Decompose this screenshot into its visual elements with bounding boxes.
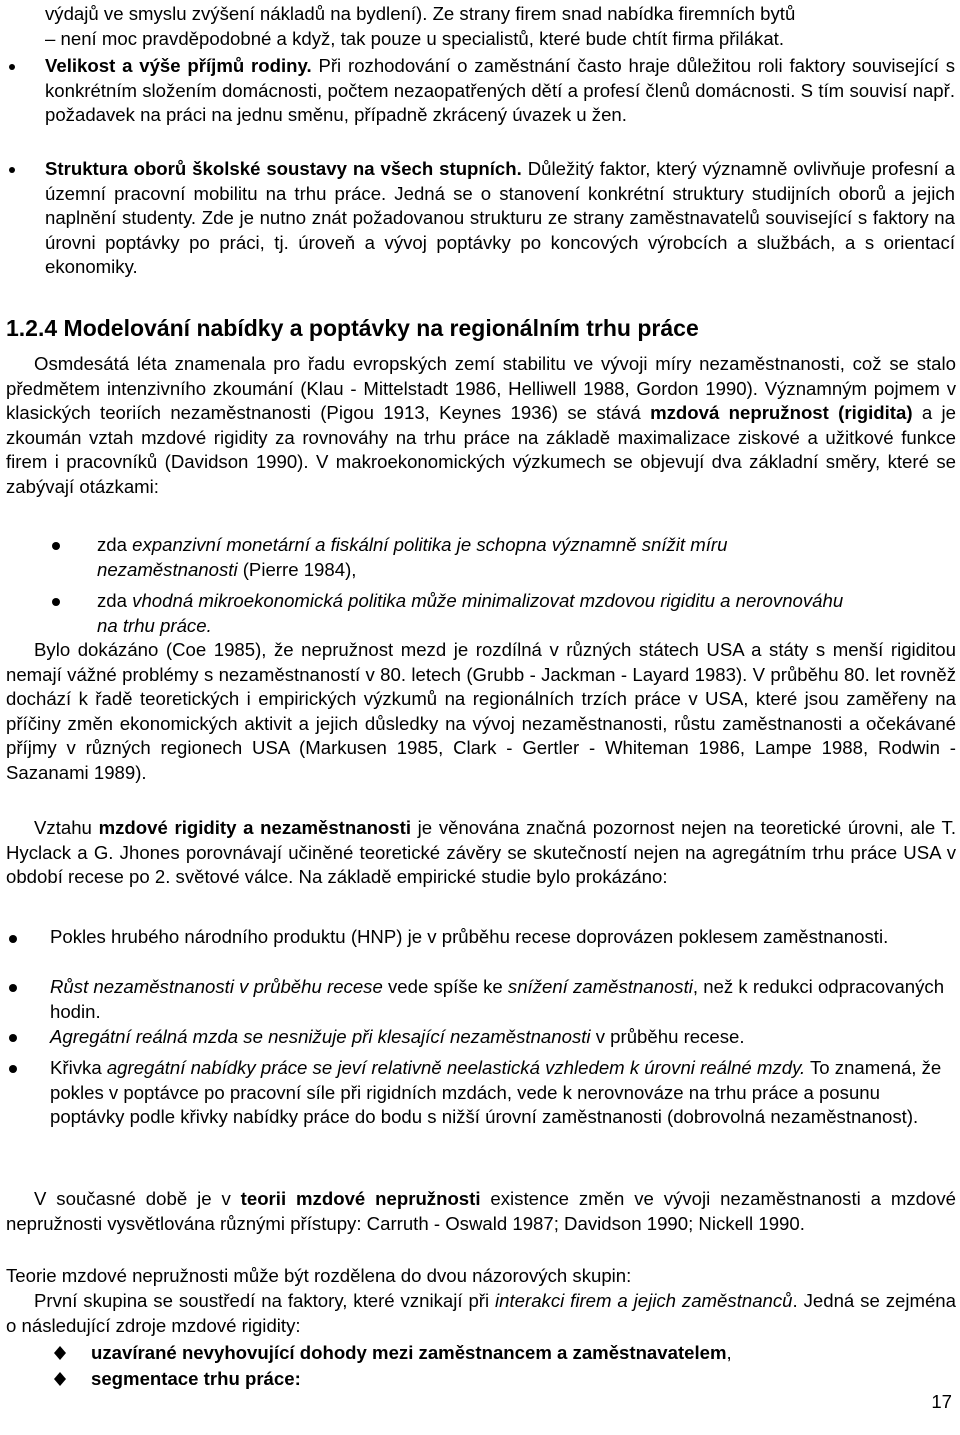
- paragraph-text: existence změn ve vývoji nezaměstnanosti a mzdové nepružnosti vysvětlována různými přístupy: Carruth - Oswald 1987; Davidson 1990; Nickell 1990.: [6, 1188, 956, 1234]
- list-item: [50, 1056, 950, 1130]
- list-item: [50, 1025, 950, 1050]
- paragraph: Teorie mzdové nepružnosti může být rozdělena do dvou názorových skupin:: [6, 1265, 632, 1286]
- bullet-dot-icon: [9, 64, 15, 70]
- list-item-italic: Růst nezaměstnanosti v průběhu recese: [50, 976, 383, 997]
- bullet-dot-icon: [52, 598, 60, 606]
- list-item-italic: Agregátní reálná mzda se nesnižuje při klesající nezaměstnanosti: [50, 1026, 591, 1047]
- list-item-bold: uzavírané nevyhovující dohody mezi zaměstnancem a zaměstnavatelem: [91, 1342, 727, 1363]
- paragraph-text: je věnována značná pozornost nejen na teoretické úrovni, ale T. Hyclack a G. Jhones porovnávají učiněné teoretické závěry se skutečností nejen na agregátním trhu práce USA v období recese po 2. světové válce. Na základě empirické studie bylo prokázáno:: [6, 817, 956, 887]
- list-item: [45, 54, 955, 128]
- diamond-bullet-icon: [52, 1345, 68, 1361]
- list-item-italic: snížení zaměstnanosti: [507, 976, 693, 997]
- bullet-dot-icon: [9, 1065, 17, 1073]
- list-item-bold: segmentace trhu práce:: [91, 1368, 301, 1389]
- bullet-dot-icon: [9, 935, 17, 943]
- section-heading: 1.2.4 Modelování nabídky a poptávky na regionálním trhu práce: [6, 315, 699, 341]
- paragraph-text: První skupina se soustředí na faktory, které vznikají při: [34, 1290, 496, 1311]
- bullet-dot-icon: [9, 1034, 17, 1042]
- paragraph-line: – není moc pravděpodobné a když, tak pouze u specialistů, které bude chtít firma přilákat.: [45, 27, 785, 49]
- paragraph: [6, 816, 956, 890]
- list-item-italic: expanzivní monetární a fiskální politika je schopna významně snížit míru nezaměstnanosti: [97, 534, 728, 580]
- paragraph-text: Osmdesátá léta znamenala pro řadu evropských zemí stabilitu ve vývoji míry nezaměstnanosti, což se stalo předmětem intenzivního zkoumání (Klau - Mittelstadt 1986, Helliwell 1988, Gordon 1990). Významným pojmem v klasických teoriích nezaměstnanosti (Pigou 1913, Keynes 1936) se stává: [6, 353, 956, 423]
- list-item: [45, 157, 955, 280]
- list-item-text: (Pierre 1984),: [237, 558, 357, 580]
- list-item-bold: Struktura oborů školské soustavy na všech stupních.: [45, 158, 522, 179]
- paragraph: [6, 352, 956, 499]
- continued-paragraph: [45, 2, 955, 51]
- list-item: [97, 589, 857, 638]
- paragraph: Bylo dokázáno (Coe 1985), že nepružnost mezd je rozdílná v různých státech USA a státy s menší rigiditou nemají vážné problémy s nezaměstnaností v 80. letech (Grubb - Jackman - Layard 1983). V průběhu 80. let rovněž dochází k řadě teoretických i empirických výzkumů na regionálních trzích práce v USA, které jsou zaměřeny na příčiny změn ekonomických aktivit a jejich důsledky na vývoj nezaměstnanosti, růstu zaměstnanosti a očekávané příjmy v různých regionech USA (Markusen 1985, Clark - Gertler - Whiteman 1986, Lampe 1988, Rodwin - Sazanami 1989).: [6, 639, 956, 783]
- list-item: [50, 925, 950, 950]
- list-item-italic: agregátní nabídky práce se jeví relativně neelastická vzhledem k úrovni reálné mzdy.: [106, 1057, 806, 1078]
- bullet-dot-icon: [9, 167, 15, 173]
- list-item-text: vede spíše ke: [382, 976, 508, 997]
- list-item-text: zda: [97, 590, 133, 611]
- paragraph-bold: mzdové rigidity a nezaměstnanosti: [98, 817, 411, 838]
- paragraph-text: V současné době je v: [34, 1188, 241, 1209]
- list-item-italic: vhodná mikroekonomická politika může minimalizovat mzdovou rigiditu a nerovnováhu na trhu práce.: [97, 590, 844, 636]
- paragraph: [6, 1187, 956, 1236]
- list-item-text: , než k redukci odpracovaných hodin.: [50, 976, 945, 1022]
- list-item: [97, 533, 857, 582]
- list-item-text: Důležitý faktor, který významně ovlivňuje profesní a územní pracovní mobilitu na trhu práce. Jedná se o stanovení konkrétní struktury studijních oborů a jejich naplnění studenty. Zde je nutno znát požadovanou strukturu ze strany zaměstnavatelů související s faktory na úrovni poptávky po práci, tj. úroveň a vývoj poptávky po koncových výrobcích a službách, a s orientací ekonomiky.: [45, 158, 955, 277]
- paragraph: [6, 1289, 956, 1338]
- list-item-text: Při rozhodování o zaměstnání často hraje důležitou roli faktory související s konkrétním složením domácnosti, počtem nezaopatřených dětí a profesí členů domácnosti. S tím souvisí např. požadavek na práci na jednu směnu, případně zkrácený úvazek u žen.: [45, 55, 955, 125]
- paragraph-text: . Jedná se zejména o následující zdroje mzdové rigidity:: [6, 1290, 956, 1336]
- diamond-bullet-icon: [52, 1371, 68, 1387]
- paragraph-text: Vztahu: [34, 817, 99, 838]
- list-item-bold: Velikost a výše příjmů rodiny.: [45, 55, 312, 76]
- list-item-text: To znamená, že pokles v poptávce po pracovní síle při rigidních mzdách, vede k nerovnováze na trhu práce a posunu poptávky podle křivky nabídky práce do bodu s nižší úrovní zaměstnanosti (dobrovolná nezaměstnanost).: [50, 1057, 942, 1127]
- list-item: [50, 975, 950, 1024]
- page-number: 17: [931, 1391, 952, 1412]
- paragraph-line: výdajů ve smyslu zvýšení nákladů na bydlení). Ze strany firem snad nabídka firemních bytů: [45, 3, 796, 24]
- list-item-text: Pokles hrubého národního produktu (HNP) je v průběhu recese doprovázen poklesem zaměstnanosti.: [50, 926, 889, 947]
- list-item-text: Křivka: [50, 1057, 107, 1078]
- bullet-dot-icon: [9, 984, 17, 992]
- list-item: [91, 1341, 951, 1366]
- paragraph-bold: mzdová nepružnost (rigidita): [650, 402, 913, 423]
- list-item-text: ,: [726, 1342, 732, 1363]
- bullet-dot-icon: [52, 542, 60, 550]
- list-item-text: v průběhu recese.: [590, 1026, 745, 1047]
- paragraph-bold: teorii mzdové nepružnosti: [240, 1188, 481, 1209]
- paragraph-text: a je zkoumán vztah mzdové rigidity za rovnováhy na trhu práce na základě maximalizace ziskové a užitkové funkce firem i pracovníků (Davidson 1990). V makroekonomických výzkumech se objevují dva základní směry, které se zabývají otázkami:: [6, 402, 956, 497]
- list-item: [91, 1367, 951, 1392]
- paragraph-italic: interakci firem a jejich zaměstnanců: [495, 1290, 793, 1311]
- list-item-text: zda: [97, 534, 133, 555]
